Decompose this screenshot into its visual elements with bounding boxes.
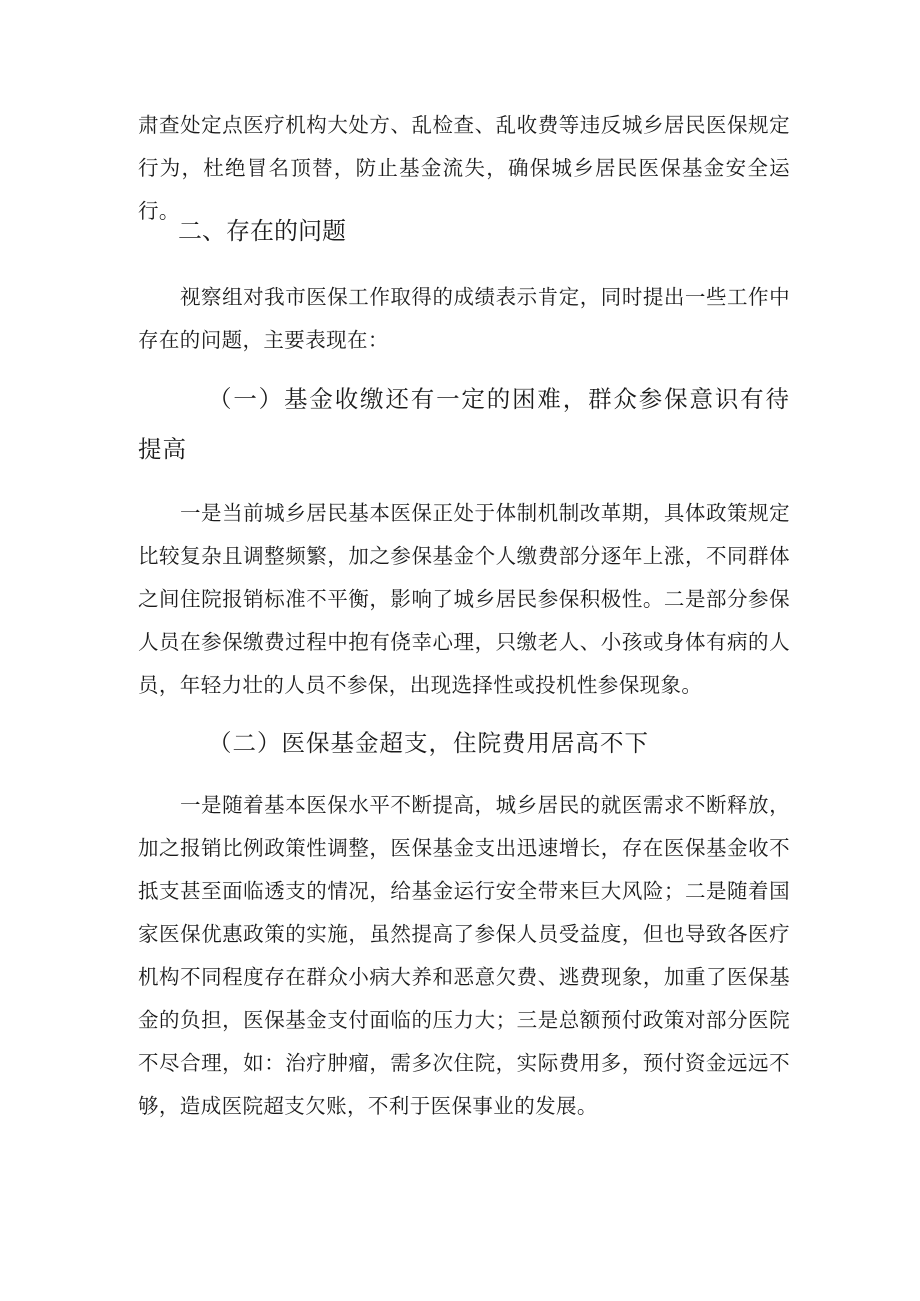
intro-paragraph: 肃查处定点医疗机构大处方、乱检查、乱收费等违反城乡居民医保规定行为，杜绝冒名顶替，防止基金流失，确保城乡居民医保基金安全运行。 xyxy=(138,113,790,223)
subsection-body-1: 一是当前城乡居民基本医保正处于体制机制改革期，具体政策规定比较复杂且调整频繁，加之参保基金个人缴费部分逐年上涨，不同群体之间住院报销标准不平衡，影响了城乡居民参保积极性。二是部分参保人员在参保缴费过程中抱有侥幸心理，只缴老人、小孩或身体有病的人员，年轻力壮的人员不参保，出现选择性或投机性参保现象。 xyxy=(138,501,790,697)
subsection-heading-2: （二）医保基金超支，住院费用居高不下 xyxy=(208,729,649,757)
subsection-heading-1: （一）基金收缴还有一定的困难，群众参保意识有待提高 xyxy=(138,385,790,463)
section-heading-problems: 二、存在的问题 xyxy=(178,217,346,245)
section-lead-paragraph: 视察组对我市医保工作取得的成绩表示肯定，同时提出一些工作中存在的问题，主要表现在： xyxy=(138,285,790,352)
subsection-body-2: 一是随着基本医保水平不断提高，城乡居民的就医需求不断释放，加之报销比例政策性调整，医保基金支出迅速增长，存在医保基金收不抵支甚至面临透支的情况，给基金运行安全带来巨大风险；二是随着国家医保优惠政策的实施，虽然提高了参保人员受益度，但也导致各医疗机构不同程度存在群众小病大养和恶意欠费、逃费现象，加重了医保基金的负担，医保基金支付面临的压力大；三是总额预付政策对部分医院不尽合理，如：治疗肿瘤，需多次住院，实际费用多，预付资金远远不够，造成医院超支欠账，不利于医保事业的发展。 xyxy=(138,793,790,1118)
